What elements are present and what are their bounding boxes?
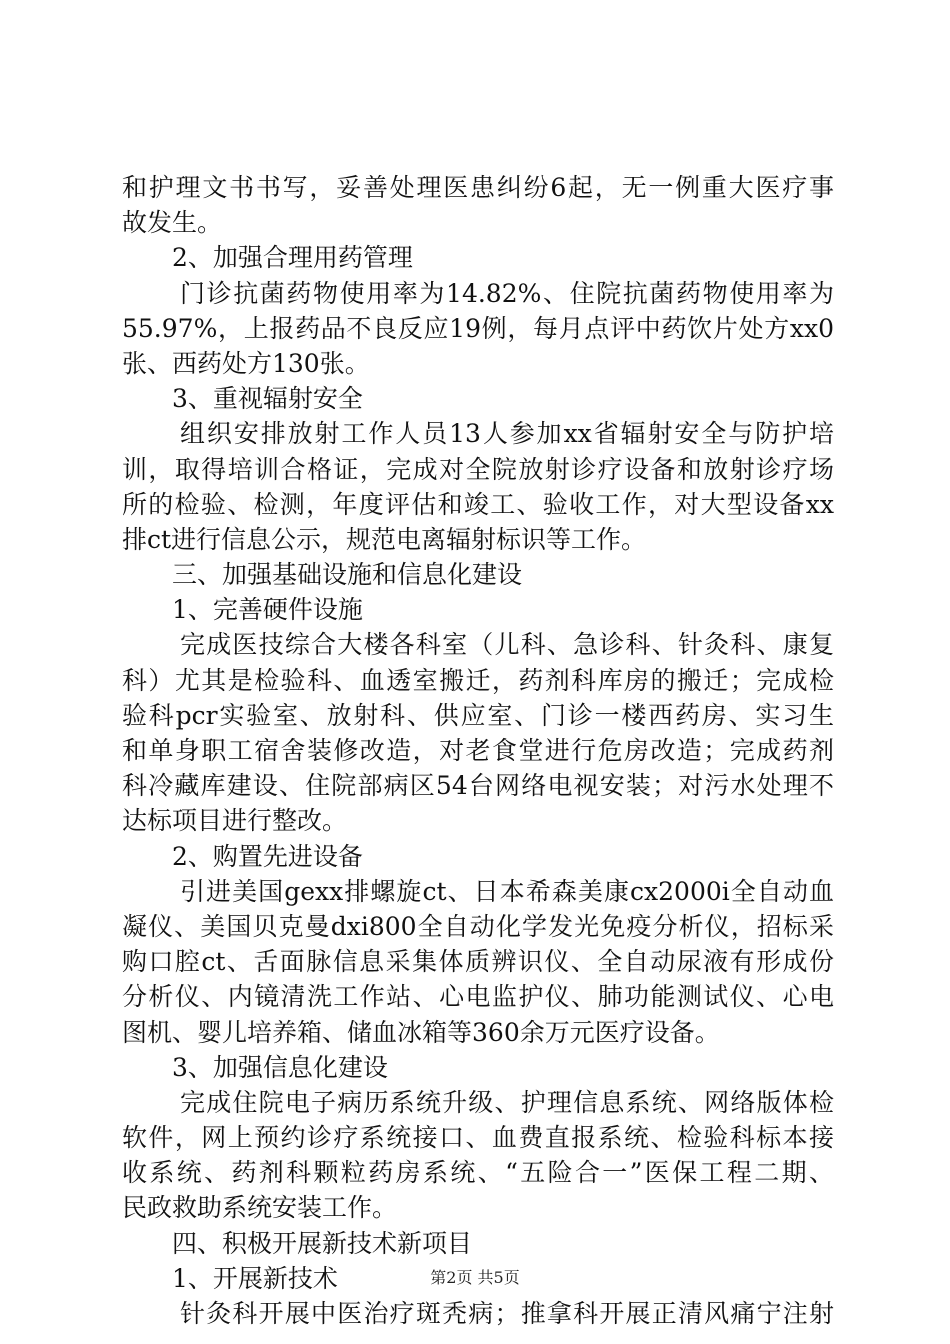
body-line: 训，取得培训合格证，完成对全院放射诊疗设备和放射诊疗场 <box>122 454 834 484</box>
body-line: 组织安排放射工作人员13人参加xx省辐射安全与防护培 <box>180 419 834 449</box>
body-line: 张、西药处方130张。 <box>122 348 370 378</box>
body-line: 针灸科开展中医治疗斑秃病；推拿科开展正清风痛宁注射 <box>180 1299 834 1328</box>
page-number-footer: 第2页 共5页 <box>430 1268 520 1287</box>
body-line: 所的检验、检测，年度评估和竣工、验收工作，对大型设备xx <box>122 489 834 519</box>
body-line: 科冷藏库建设、住院部病区54台网络电视安装；对污水处理不 <box>122 771 834 801</box>
body-line: 完成医技综合大楼各科室（儿科、急诊科、针灸科、康复 <box>180 630 834 660</box>
body-line: 分析仪、内镜清洗工作站、心电监护仪、肺功能测试仪、心电 <box>122 982 834 1012</box>
body-line: 排ct进行信息公示，规范电离辐射标识等工作。 <box>122 524 647 554</box>
body-line: 图机、婴儿培养箱、储血冰箱等360余万元医疗设备。 <box>122 1017 720 1047</box>
section-heading: 1、完善硬件设施 <box>172 595 363 625</box>
body-line: 引进美国gexx排螺旋ct、日本希森美康cx2000i全自动血 <box>180 876 834 906</box>
section-heading: 3、重视辐射安全 <box>172 384 363 414</box>
body-line: 故发生。 <box>122 208 223 238</box>
section-heading: 三、加强基础设施和信息化建设 <box>172 560 523 590</box>
body-line: 软件，网上预约诊疗系统接口、血费直报系统、检验科标本接 <box>122 1123 834 1153</box>
section-heading: 2、购置先进设备 <box>172 841 363 871</box>
body-line: 凝仪、美国贝克曼dxi800全自动化学发光免疫分析仪，招标采 <box>122 911 834 941</box>
section-heading: 四、积极开展新技术新项目 <box>172 1228 473 1258</box>
body-line: 验科pcr实验室、放射科、供应室、门诊一楼西药房、实习生 <box>122 700 834 730</box>
document-body <box>122 170 834 1331</box>
section-heading: 3、加强信息化建设 <box>172 1052 388 1082</box>
body-line: 科）尤其是检验科、血透室搬迁，药剂科库房的搬迁；完成检 <box>122 665 834 695</box>
body-line: 55.97%，上报药品不良反应19例，每月点评中药饮片处方xx0 <box>122 313 834 343</box>
section-heading: 2、加强合理用药管理 <box>172 243 413 273</box>
body-line: 达标项目进行整改。 <box>122 806 348 836</box>
body-line: 民政救助系统安装工作。 <box>122 1193 398 1223</box>
body-line: 和单身职工宿舍装修改造，对老食堂进行危房改造；完成药剂 <box>122 736 834 765</box>
body-line: 完成住院电子病历系统升级、护理信息系统、网络版体检 <box>180 1087 834 1117</box>
section-heading: 1、开展新技术 <box>172 1263 338 1293</box>
body-line: 收系统、药剂科颗粒药房系统、“五险合一”医保工程二期、 <box>122 1158 834 1188</box>
body-line: 门诊抗菌药物使用率为14.82%、住院抗菌药物使用率为 <box>180 278 834 308</box>
body-line: 和护理文书书写，妥善处理医患纠纷6起，无一例重大医疗事 <box>122 173 834 202</box>
body-line: 购口腔ct、舌面脉信息采集体质辨识仪、全自动尿液有形成份 <box>122 947 834 977</box>
